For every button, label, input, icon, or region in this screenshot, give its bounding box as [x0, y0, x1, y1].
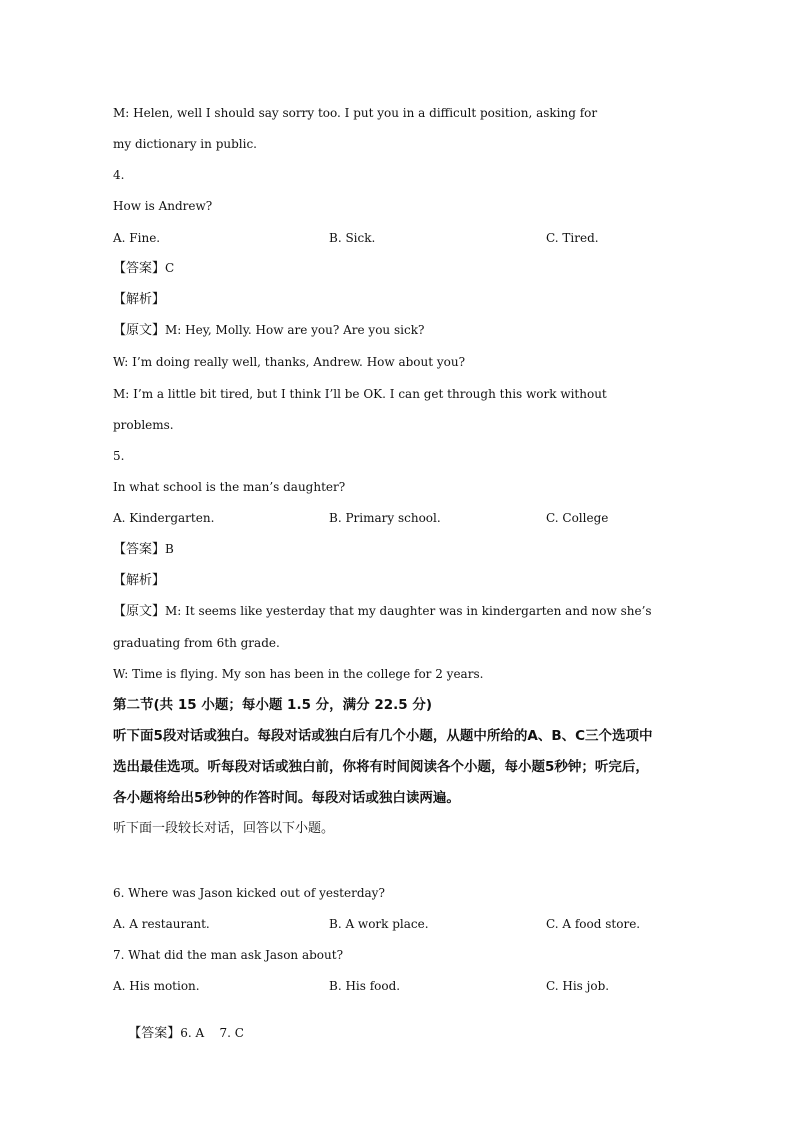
- dialogue-line: M: Helen, well I should say sorry too. I put you in a difficult position, asking for: [113, 106, 598, 120]
- option-c: C. Tired.: [546, 231, 599, 245]
- answer-value: 6. A 7. C: [180, 1026, 244, 1040]
- answer-label: 【答案】: [128, 1026, 181, 1041]
- option-a: A. His motion.: [113, 979, 200, 993]
- options-row: [113, 230, 683, 246]
- options-row: [113, 510, 683, 526]
- analysis-label: 【解析】: [113, 573, 166, 588]
- dialogue-line: W: Time is flying. My son has been in the college for 2 years.: [113, 667, 484, 681]
- option-c: C. A food store.: [546, 917, 641, 931]
- question-text: How is Andrew?: [113, 199, 213, 213]
- dialogue-line: M: I’m a little bit tired, but I think I’ll be OK. I can get through this work without: [113, 387, 607, 401]
- original-label: 【原文】: [113, 323, 166, 338]
- analysis-label: 【解析】: [113, 292, 166, 307]
- answer-label: 【答案】: [113, 261, 166, 276]
- section-title: 第二节(共 15 小题；每小题 1.5 分，满分 22.5 分): [113, 697, 433, 713]
- section-instructions: 选出最佳选项。听每段对话或独白前，你将有时间阅读各个小题，每小题5秒钟；听完后，: [113, 759, 649, 775]
- option-a: A. A restaurant.: [113, 917, 210, 931]
- answer-line: [113, 260, 683, 277]
- dialogue-line: W: I’m doing really well, thanks, Andrew. How about you?: [113, 355, 466, 369]
- options-row: [113, 916, 683, 932]
- section-instructions: 各小题将给出5秒钟的作答时间。每段对话或独白读两遍。: [113, 790, 460, 806]
- dialogue-line: my dictionary in public.: [113, 137, 257, 151]
- sub-instruction: 听下面一段较长对话，回答以下小题。: [113, 821, 335, 836]
- question-number: 4.: [113, 168, 125, 182]
- question-number: 5.: [113, 449, 125, 463]
- option-b: B. His food.: [329, 979, 401, 993]
- original-line: [113, 603, 683, 620]
- option-b: B. Primary school.: [329, 511, 441, 525]
- option-c: C. His job.: [546, 979, 610, 993]
- question-text: In what school is the man’s daughter?: [113, 480, 346, 494]
- dialogue-text: M: Hey, Molly. How are you? Are you sick?: [165, 323, 425, 337]
- question-text: 6. Where was Jason kicked out of yesterday?: [113, 886, 385, 900]
- section-instructions: 听下面5段对话或独白。每段对话或独白后有几个小题，从题中所给的A、B、C三个选项中: [113, 728, 653, 744]
- analysis-line: [113, 291, 683, 308]
- dialogue-line: graduating from 6th grade.: [113, 636, 280, 650]
- answer-label: 【答案】: [113, 542, 166, 557]
- option-b: B. A work place.: [329, 917, 429, 931]
- answer-line: [113, 1009, 683, 1058]
- option-a: A. Kindergarten.: [113, 511, 215, 525]
- original-line: [113, 322, 683, 339]
- dialogue-text: M: It seems like yesterday that my daughter was in kindergarten and now she’s: [165, 604, 652, 618]
- question-text: 7. What did the man ask Jason about?: [113, 948, 344, 962]
- answer-value: C: [165, 261, 175, 275]
- answer-value: B: [165, 542, 174, 556]
- original-label: 【原文】: [113, 604, 166, 619]
- option-b: B. Sick.: [329, 231, 376, 245]
- options-row: [113, 978, 683, 994]
- dialogue-line: problems.: [113, 418, 174, 432]
- analysis-line: [113, 572, 683, 589]
- option-c: C. College: [546, 511, 609, 525]
- option-a: A. Fine.: [113, 231, 161, 245]
- answer-line: [113, 541, 683, 558]
